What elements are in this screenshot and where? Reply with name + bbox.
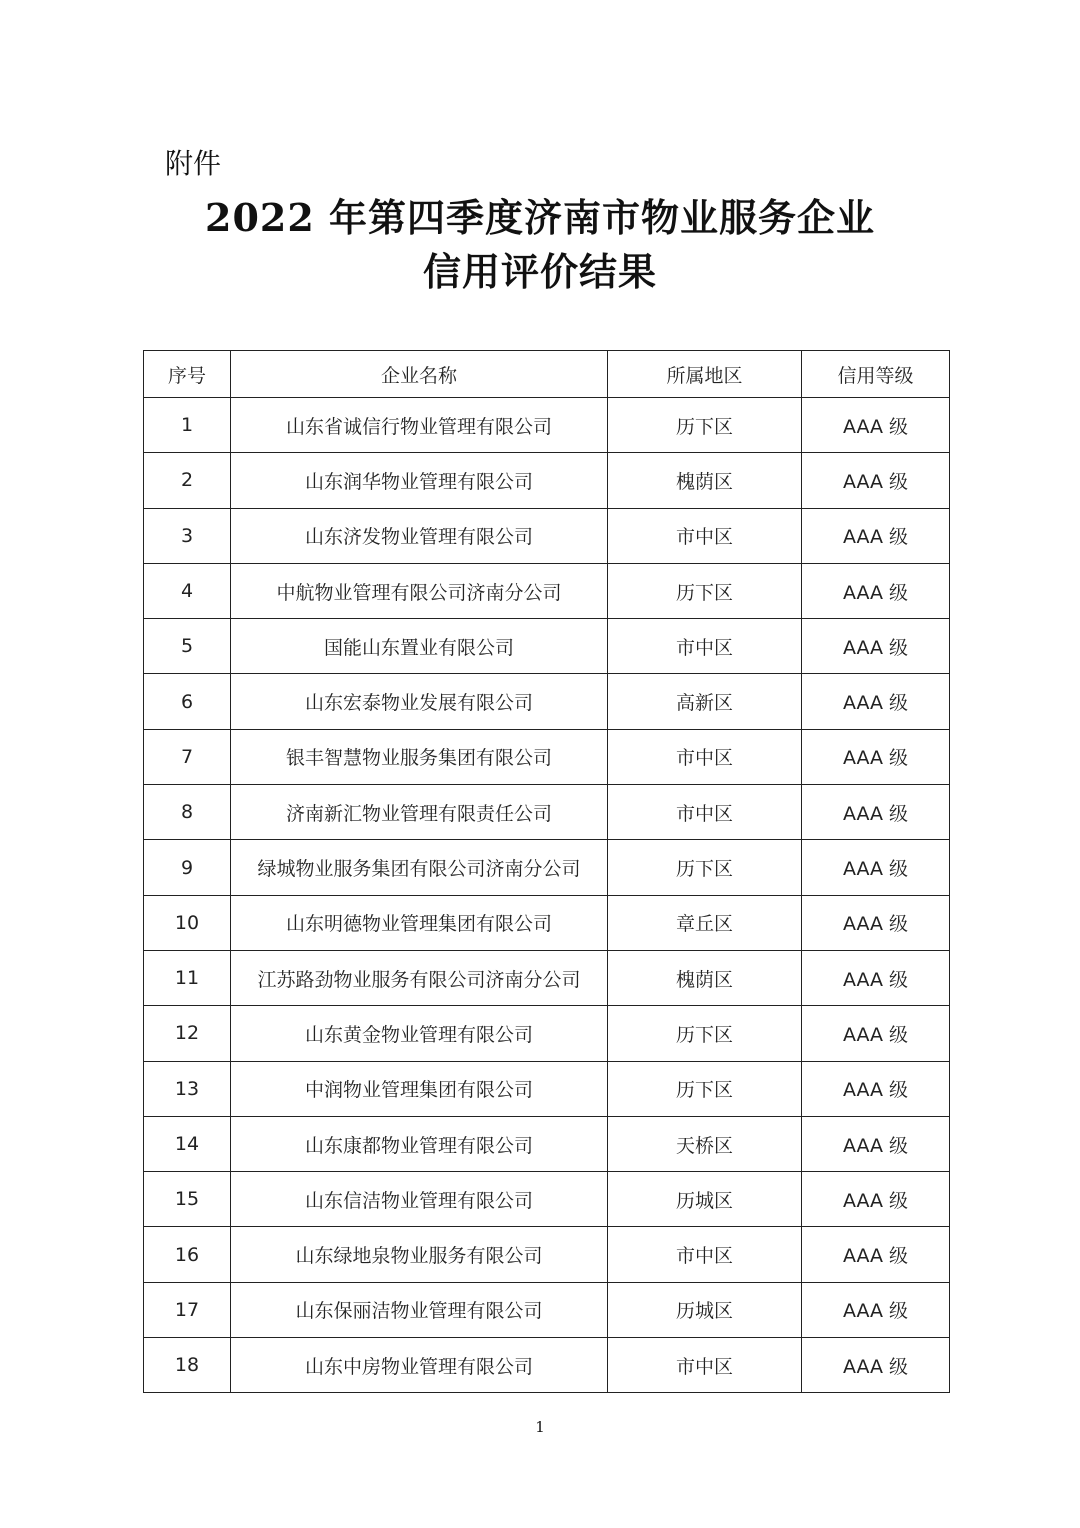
cell-no: 6 — [144, 674, 231, 729]
cell-credit-grade: AAA 级 — [802, 1116, 950, 1171]
table-row — [144, 1227, 950, 1282]
cell-credit-grade: AAA 级 — [802, 895, 950, 950]
table-row — [144, 619, 950, 674]
cell-company-name: 山东宏泰物业发展有限公司 — [231, 674, 608, 729]
table-row — [144, 398, 950, 453]
cell-area: 市中区 — [608, 1227, 802, 1282]
attachment-label: 附件 — [165, 147, 222, 180]
table-row — [144, 1006, 950, 1061]
cell-credit-grade: AAA 级 — [802, 785, 950, 840]
table-row — [144, 785, 950, 840]
cell-company-name: 山东济发物业管理有限公司 — [231, 508, 608, 563]
cell-no: 7 — [144, 729, 231, 784]
cell-area: 市中区 — [608, 619, 802, 674]
cell-area: 市中区 — [608, 1338, 802, 1393]
cell-credit-grade: AAA 级 — [802, 619, 950, 674]
table-row — [144, 453, 950, 508]
cell-area: 历下区 — [608, 1061, 802, 1116]
cell-company-name: 江苏路劲物业服务有限公司济南分公司 — [231, 950, 608, 1005]
cell-no: 11 — [144, 950, 231, 1005]
column-header-no: 序号 — [144, 351, 231, 398]
cell-area: 市中区 — [608, 508, 802, 563]
cell-no: 3 — [144, 508, 231, 563]
cell-company-name: 中航物业管理有限公司济南分公司 — [231, 563, 608, 618]
credit-rating-table — [143, 350, 950, 1393]
document-title-line1: 2022 年第四季度济南市物业服务企业 — [205, 195, 875, 240]
table-row — [144, 674, 950, 729]
cell-credit-grade: AAA 级 — [802, 1061, 950, 1116]
cell-no: 4 — [144, 563, 231, 618]
cell-credit-grade: AAA 级 — [802, 1338, 950, 1393]
cell-no: 17 — [144, 1282, 231, 1337]
table-row — [144, 840, 950, 895]
cell-company-name: 山东黄金物业管理有限公司 — [231, 1006, 608, 1061]
cell-area: 天桥区 — [608, 1116, 802, 1171]
cell-credit-grade: AAA 级 — [802, 1006, 950, 1061]
table-row — [144, 563, 950, 618]
cell-company-name: 济南新汇物业管理有限责任公司 — [231, 785, 608, 840]
table-row — [144, 950, 950, 1005]
cell-credit-grade: AAA 级 — [802, 508, 950, 563]
cell-area: 章丘区 — [608, 895, 802, 950]
document-title-line2: 信用评价结果 — [422, 249, 657, 294]
cell-credit-grade: AAA 级 — [802, 563, 950, 618]
cell-company-name: 山东保丽洁物业管理有限公司 — [231, 1282, 608, 1337]
cell-no: 14 — [144, 1116, 231, 1171]
cell-credit-grade: AAA 级 — [802, 729, 950, 784]
cell-company-name: 山东绿地泉物业服务有限公司 — [231, 1227, 608, 1282]
cell-area: 历下区 — [608, 563, 802, 618]
cell-no: 18 — [144, 1338, 231, 1393]
cell-company-name: 山东润华物业管理有限公司 — [231, 453, 608, 508]
cell-company-name: 山东信洁物业管理有限公司 — [231, 1172, 608, 1227]
cell-no: 9 — [144, 840, 231, 895]
cell-no: 8 — [144, 785, 231, 840]
cell-no: 5 — [144, 619, 231, 674]
cell-no: 13 — [144, 1061, 231, 1116]
cell-area: 槐荫区 — [608, 950, 802, 1005]
cell-credit-grade: AAA 级 — [802, 674, 950, 729]
column-header-area: 所属地区 — [608, 351, 802, 398]
table-row — [144, 729, 950, 784]
table-row — [144, 508, 950, 563]
cell-company-name: 山东中房物业管理有限公司 — [231, 1338, 608, 1393]
cell-credit-grade: AAA 级 — [802, 453, 950, 508]
cell-company-name: 山东明德物业管理集团有限公司 — [231, 895, 608, 950]
cell-area: 历下区 — [608, 840, 802, 895]
cell-area: 高新区 — [608, 674, 802, 729]
cell-credit-grade: AAA 级 — [802, 1227, 950, 1282]
cell-company-name: 银丰智慧物业服务集团有限公司 — [231, 729, 608, 784]
table-row — [144, 1116, 950, 1171]
cell-no: 16 — [144, 1227, 231, 1282]
cell-area: 市中区 — [608, 729, 802, 784]
table-row — [144, 1338, 950, 1393]
table-header-row — [144, 351, 950, 398]
cell-area: 历下区 — [608, 398, 802, 453]
table-row — [144, 1061, 950, 1116]
cell-credit-grade: AAA 级 — [802, 398, 950, 453]
cell-area: 市中区 — [608, 785, 802, 840]
cell-no: 12 — [144, 1006, 231, 1061]
cell-credit-grade: AAA 级 — [802, 840, 950, 895]
cell-area: 历城区 — [608, 1172, 802, 1227]
cell-area: 历城区 — [608, 1282, 802, 1337]
table-row — [144, 1172, 950, 1227]
cell-area: 槐荫区 — [608, 453, 802, 508]
cell-area: 历下区 — [608, 1006, 802, 1061]
page-number: 1 — [535, 1418, 545, 1436]
cell-company-name: 绿城物业服务集团有限公司济南分公司 — [231, 840, 608, 895]
cell-company-name: 山东康都物业管理有限公司 — [231, 1116, 608, 1171]
cell-company-name: 国能山东置业有限公司 — [231, 619, 608, 674]
table-row — [144, 895, 950, 950]
column-header-grade: 信用等级 — [802, 351, 950, 398]
table-row — [144, 1282, 950, 1337]
cell-no: 1 — [144, 398, 231, 453]
cell-credit-grade: AAA 级 — [802, 1282, 950, 1337]
cell-credit-grade: AAA 级 — [802, 1172, 950, 1227]
cell-no: 15 — [144, 1172, 231, 1227]
column-header-name: 企业名称 — [231, 351, 608, 398]
cell-no: 2 — [144, 453, 231, 508]
cell-company-name: 中润物业管理集团有限公司 — [231, 1061, 608, 1116]
cell-credit-grade: AAA 级 — [802, 950, 950, 1005]
cell-no: 10 — [144, 895, 231, 950]
cell-company-name: 山东省诚信行物业管理有限公司 — [231, 398, 608, 453]
